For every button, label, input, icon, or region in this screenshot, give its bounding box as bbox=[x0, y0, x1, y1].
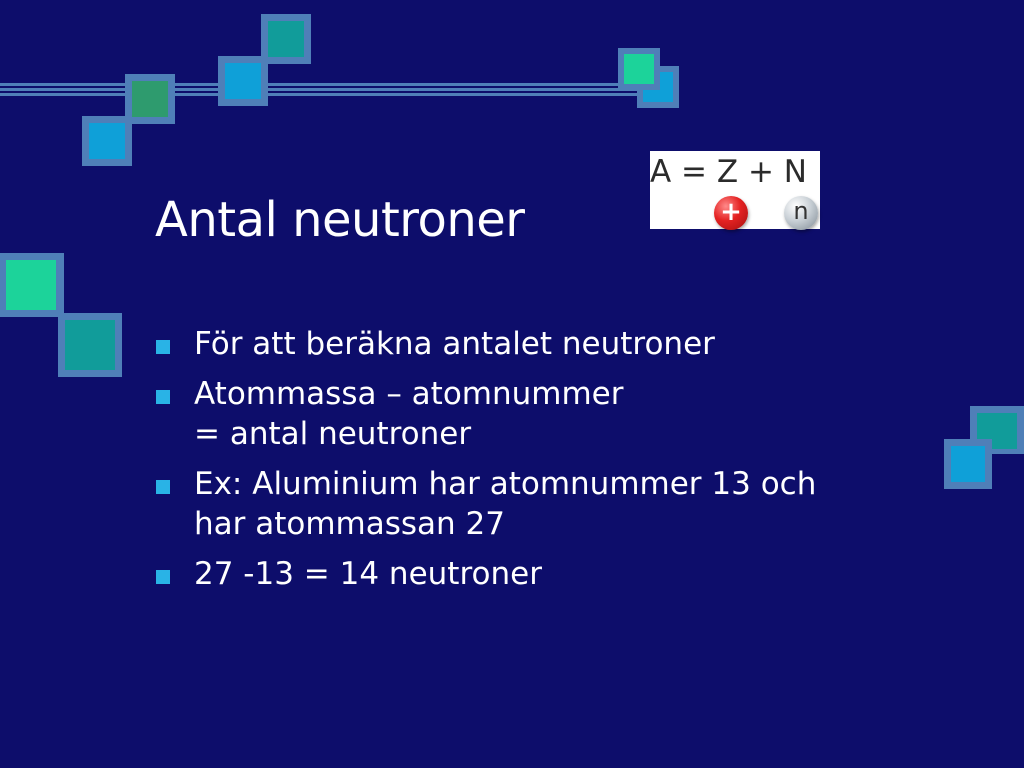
decorative-square bbox=[261, 14, 311, 64]
decorative-square bbox=[82, 116, 132, 166]
bullet-text: = antal neutroner bbox=[194, 416, 472, 452]
decorative-square bbox=[58, 313, 122, 377]
square-bullet-icon bbox=[156, 570, 170, 584]
bullet-list bbox=[156, 324, 916, 604]
neutron-icon: n bbox=[784, 196, 818, 230]
bullet-text: Ex: Aluminium har atomnummer 13 och bbox=[194, 466, 817, 502]
decorative-square bbox=[125, 74, 175, 124]
list-item bbox=[156, 554, 916, 594]
slide-title: Antal neutroner bbox=[155, 192, 525, 248]
decorative-line bbox=[0, 83, 660, 96]
formula-image bbox=[650, 151, 820, 229]
square-bullet-icon bbox=[156, 340, 170, 354]
decorative-square bbox=[944, 439, 992, 489]
square-bullet-icon bbox=[156, 480, 170, 494]
list-item bbox=[156, 464, 916, 544]
proton-icon: + bbox=[714, 196, 748, 230]
list-item bbox=[156, 374, 916, 454]
bullet-text: Atommassa – atomnummer bbox=[194, 376, 624, 412]
bullet-text: 27 -13 = 14 neutroner bbox=[194, 556, 542, 592]
square-bullet-icon bbox=[156, 390, 170, 404]
bullet-text: har atommassan 27 bbox=[194, 506, 505, 542]
bullet-text: För att beräkna antalet neutroner bbox=[194, 326, 715, 362]
decorative-square bbox=[618, 48, 660, 90]
decorative-square bbox=[0, 253, 64, 317]
formula-text: A = Z + N bbox=[650, 154, 807, 190]
decorative-square bbox=[218, 56, 268, 106]
list-item bbox=[156, 324, 916, 364]
